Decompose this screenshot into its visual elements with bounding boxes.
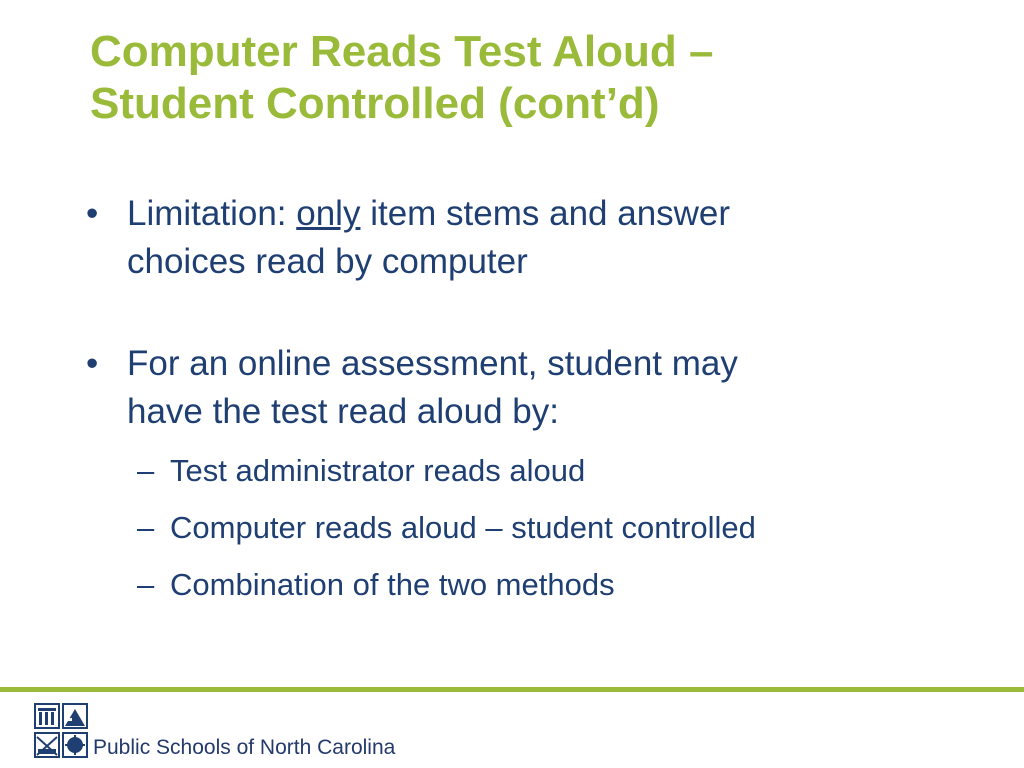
- sub-bullet-text: Test administrator reads aloud: [170, 453, 586, 488]
- bullet-limitation-suffix: item stems and answer: [360, 194, 731, 233]
- bullet-online-assessment-line-2: have the test read aloud by:: [127, 392, 559, 431]
- footer-divider: [0, 687, 1024, 692]
- sub-bullet-marker: –: [137, 510, 155, 545]
- bullet-limitation-line-2: choices read by computer: [127, 242, 528, 281]
- sub-bullet-list: [127, 442, 986, 613]
- footer-org-name: Public Schools of North Carolina: [93, 736, 396, 759]
- sub-bullet-marker: –: [137, 453, 155, 488]
- bullet-marker: •: [86, 194, 99, 233]
- slide-title: [90, 26, 990, 130]
- bullet-online-assessment: [86, 340, 986, 613]
- bullet-online-assessment-line-1: For an online assessment, student may: [127, 344, 738, 383]
- sub-bullet-item: [86, 442, 986, 499]
- sub-bullet-text: Computer reads aloud – student controlled: [170, 510, 756, 545]
- bullet-limitation: [86, 190, 986, 286]
- sub-bullet-text: Combination of the two methods: [170, 567, 615, 602]
- slide-title-line-1: Computer Reads Test Aloud –: [90, 27, 714, 76]
- bullet-marker: •: [86, 344, 99, 383]
- sub-bullet-item: [86, 556, 986, 613]
- bullet-limitation-emphasis: only: [296, 194, 361, 233]
- slide-title-line-2: Student Controlled (cont’d): [90, 79, 660, 128]
- sub-bullet-item: [86, 499, 986, 556]
- nc-public-schools-logo-icon: [34, 703, 88, 759]
- slide-body: [86, 190, 986, 613]
- sub-bullet-marker: –: [137, 567, 155, 602]
- bullet-limitation-prefix: Limitation:: [127, 194, 297, 233]
- bullet-limitation-line-1: [127, 190, 986, 238]
